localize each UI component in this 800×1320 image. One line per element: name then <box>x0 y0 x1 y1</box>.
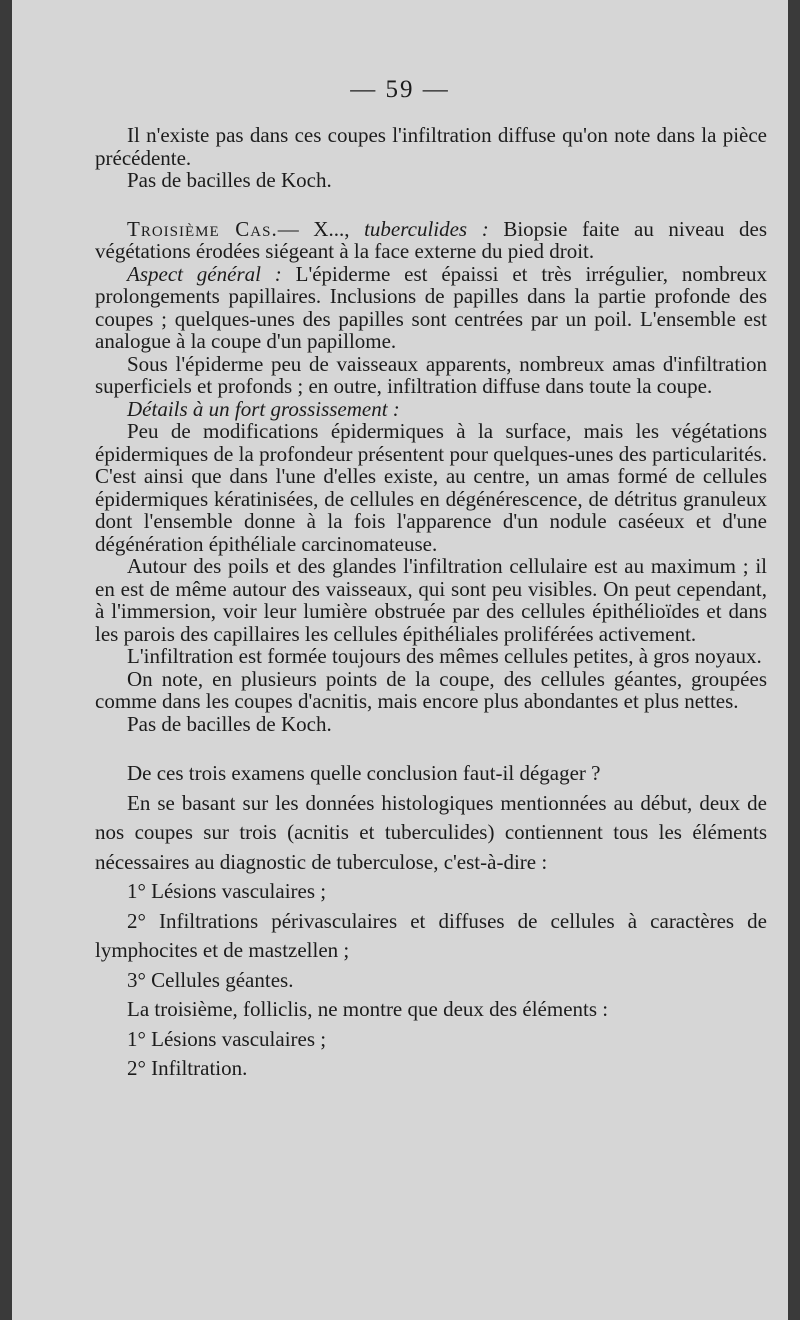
paragraph-modifications: Peu de modifications épidermiques à la surface, mais les végétations épidermiques de la profondeur présentent pour quelques-unes des particularités. C'est ainsi que dans l'une d'elles existe, au centre, un amas formé de cellules épidermiques kératinisées, de cellules en dégénérescence, de détritus granuleux dont l'ensemble donne à la fois l'apparence d'un nodule caséeux et d'une dégénération épithéliale carcinomateuse. <box>95 419 767 556</box>
case-patient: — X..., <box>277 216 365 241</box>
paragraph-infiltration-note: Il n'existe pas dans ces coupes l'infiltration diffuse qu'on note dans la pièce précédente. <box>95 123 767 170</box>
list-item-infiltration-2: 2° Infiltration. <box>127 1056 248 1080</box>
paragraph-no-bacilli-2: Pas de bacilles de Koch. <box>127 711 332 736</box>
aspect-text: L'épiderme est épaissi et très irrégulier, nombreux prolongements papillaires. Inclusions de papilles dans la partie profonde des coupes ; quelques-unes des papilles sont centrées par un poil. L'ensemble est analogue à la coupe d'un papillome. <box>95 261 767 353</box>
case-tuberculides: tuberculides : <box>364 216 489 241</box>
conclusion-question: De ces trois examens quelle conclusion faut-il dégager ? <box>127 761 601 785</box>
aspect-label: Aspect général : <box>127 261 282 286</box>
paragraph-infiltration-cells: L'infiltration est formée toujours des mêmes cellules petites, à gros noyaux. <box>127 644 762 668</box>
section-gap <box>95 192 767 218</box>
book-page <box>12 0 788 1320</box>
conclusion-basis: En se basant sur les données histologiques mentionnées au début, deux de nos coupes sur trois (acnitis et tuberculides) contiennent tous les éléments nécessaires au diagnostic de tuberculose, c'est-à-dire : <box>95 790 767 874</box>
conclusion-section <box>95 759 767 1084</box>
page-number: — 59 — <box>350 76 450 103</box>
paragraph-no-bacilli: Pas de bacilles de Koch. <box>127 168 332 192</box>
case-text: Biopsie faite au niveau des végétations érodées siégeant à la face externe du pied droit. <box>95 216 768 263</box>
case-heading: Troisième Cas. <box>127 216 278 241</box>
paragraph-giant-cells: On note, en plusieurs points de la coupe, des cellules géantes, groupées comme dans les coupes d'acnitis, mais encore plus abondantes et plus nettes. <box>95 666 767 713</box>
list-item-giant-cells: 3° Cellules géantes. <box>127 967 294 992</box>
details-heading: Détails à un fort grossissement : <box>127 396 400 421</box>
list-item-vascular-2: 1° Lésions vasculaires ; <box>127 1026 327 1051</box>
paragraph-third-case <box>95 218 767 263</box>
paragraph-autour-poils: Autour des poils et des glandes l'infiltration cellulaire est au maximum ; il en est de même autour des vaisseaux, qui sont peu visibles. On peut cependant, à l'immersion, voir leur lumière obstruée par des cellules épithélioïdes et dans les parois des capillaires les cellules épithéliales proliférées activement. <box>95 554 767 646</box>
list-item-infiltrations: 2° Infiltrations périvasculaires et diffuses de cellules à caractères de lymphocites et de mastzellen ; <box>95 908 767 962</box>
page-body <box>95 124 767 1084</box>
list-item-vascular: 1° Lésions vasculaires ; <box>127 879 327 903</box>
paragraph-sous-epiderme: Sous l'épiderme peu de vaisseaux apparents, nombreux amas d'infiltration superficiels et profonds ; en outre, infiltration diffuse dans toute la coupe. <box>95 351 767 398</box>
conclusion-third: La troisième, folliclis, ne montre que deux des éléments : <box>127 997 609 1021</box>
paragraph-aspect <box>95 263 767 353</box>
